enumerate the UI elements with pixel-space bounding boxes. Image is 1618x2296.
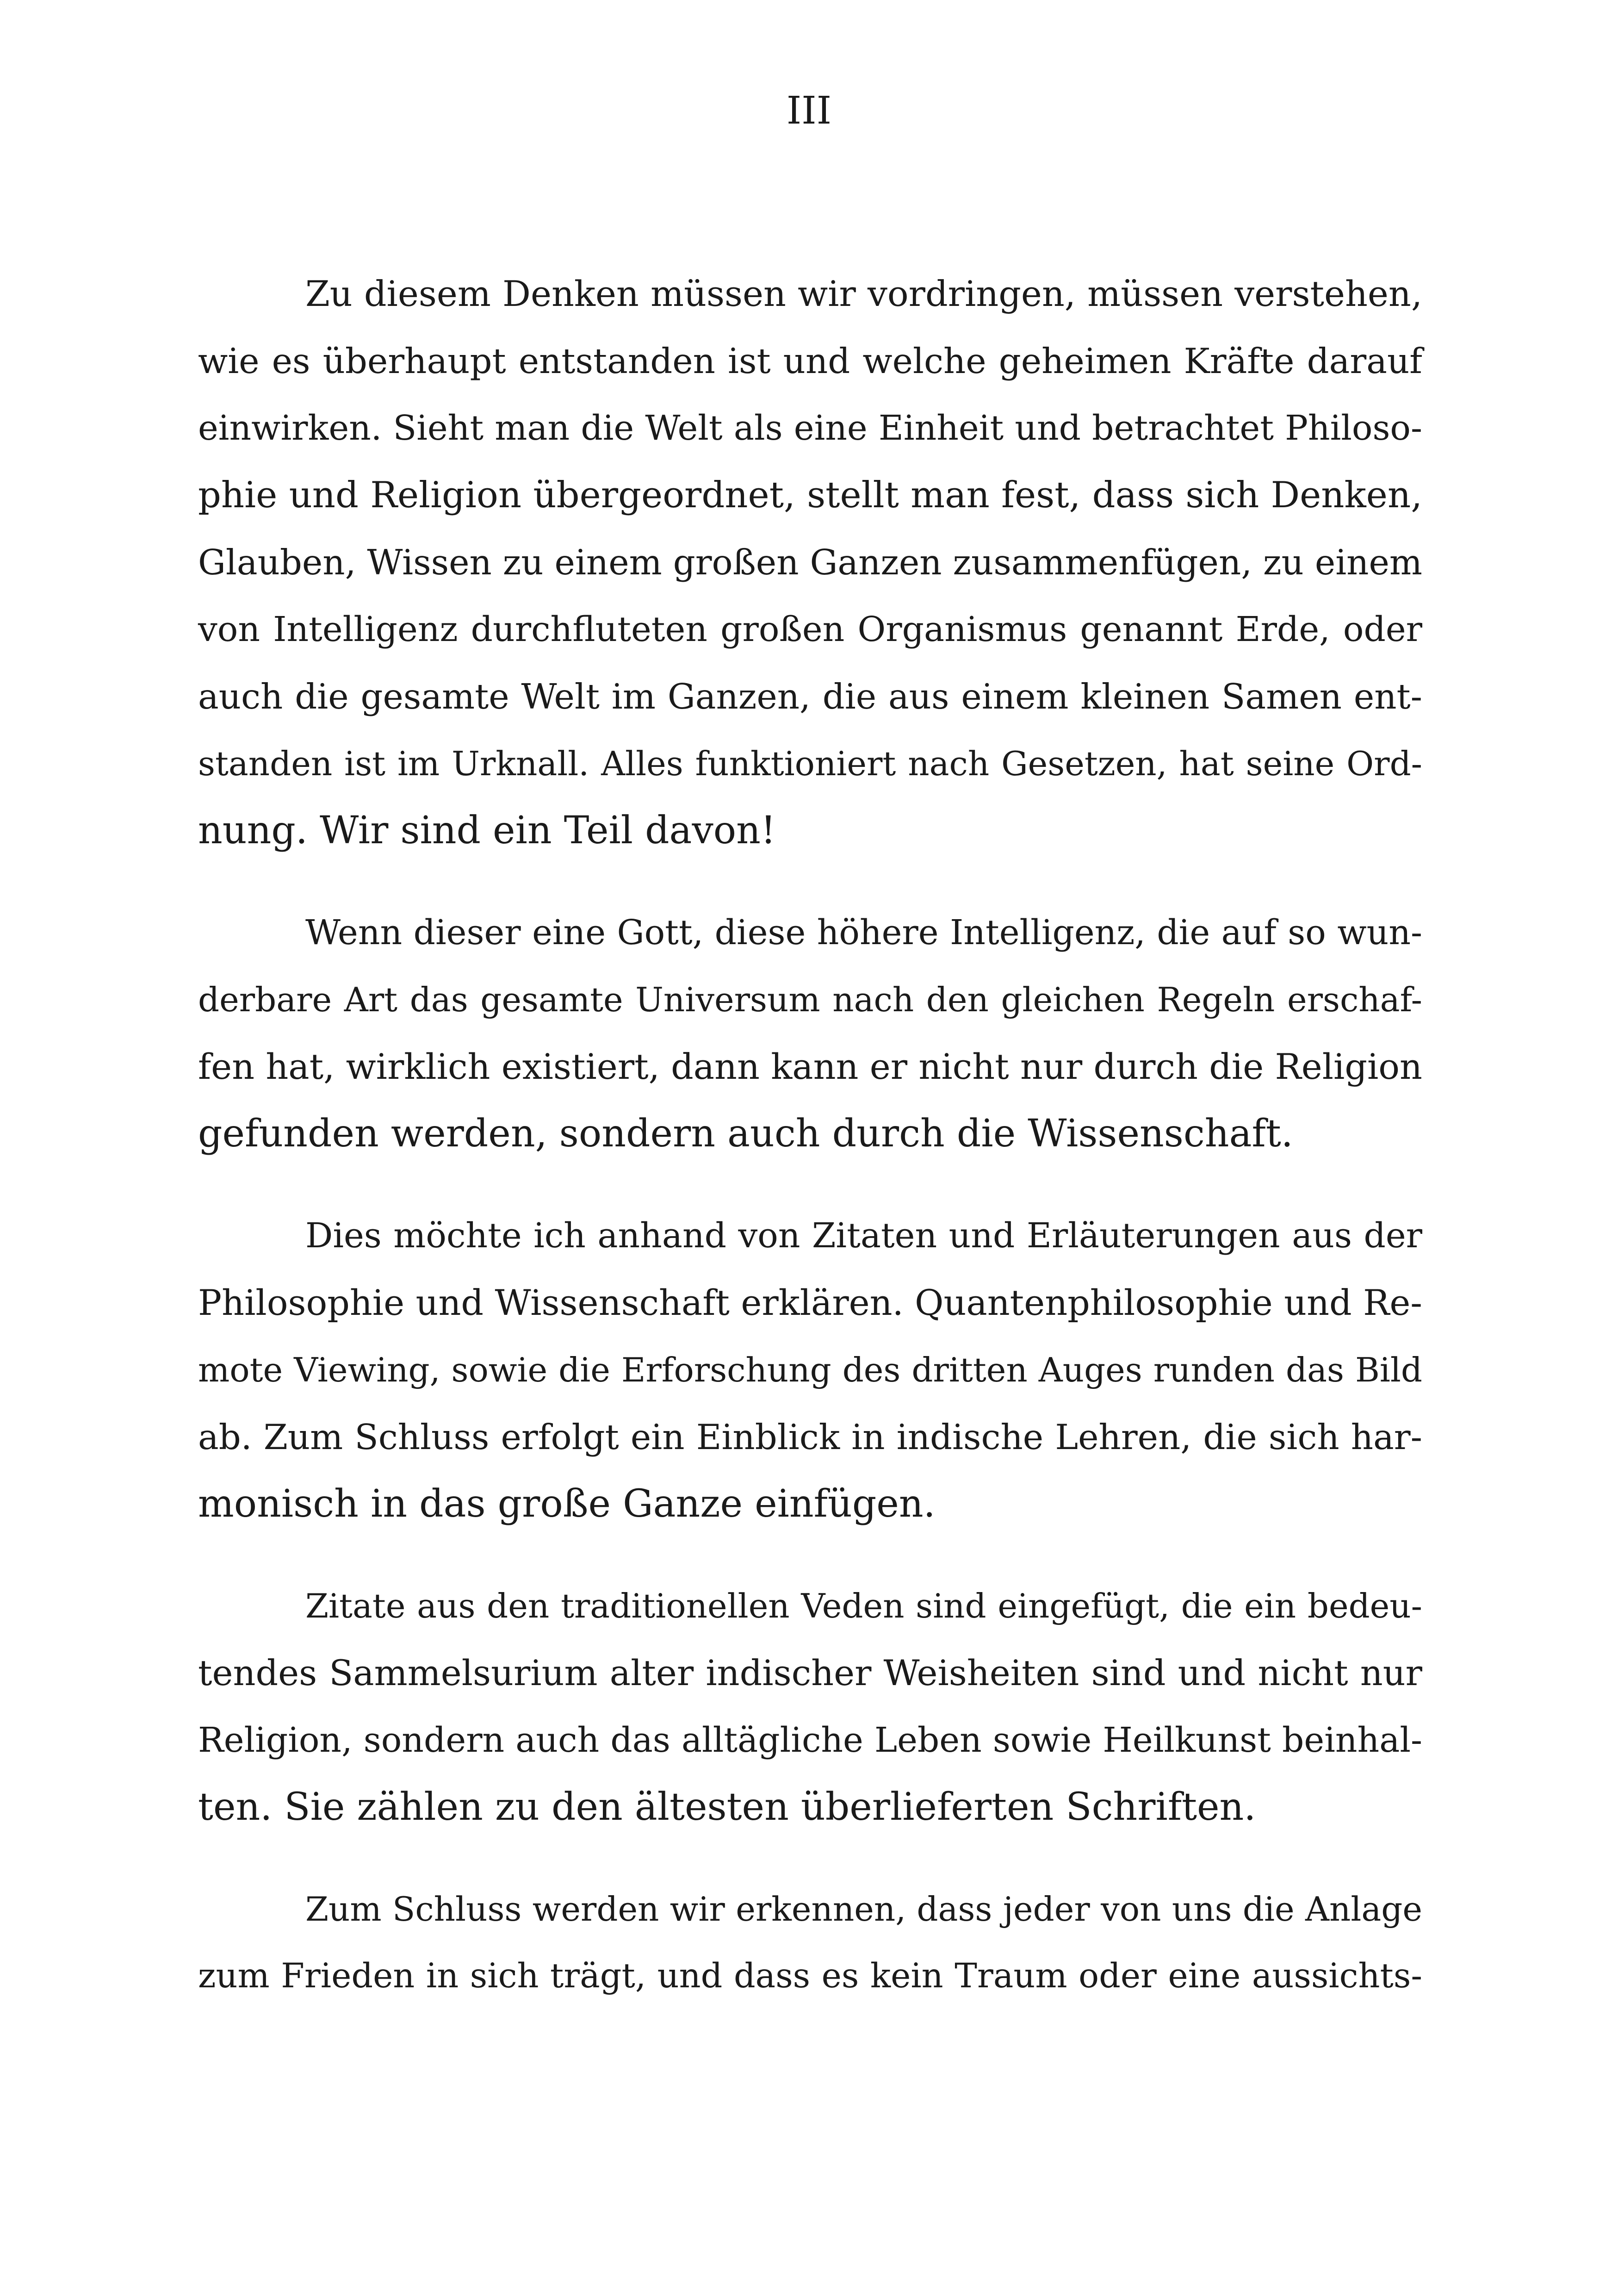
paragraph-1-line-1: Zu diesem Denken müssen wir vordringen, müssen verstehen, — [305, 273, 1422, 314]
paragraph-2-line-2: derbare Art das gesamte Universum nach den gleichen Regeln erschaf- — [198, 980, 1422, 1019]
paragraph-4-line-1: Zitate aus den traditionellen Veden sind eingefügt, die ein bedeu- — [305, 1587, 1422, 1625]
page-number: III — [786, 89, 832, 133]
paragraph-3-line-1: Dies möchte ich anhand von Zitaten und Erläuterungen aus der — [305, 1216, 1422, 1256]
paragraph-4-line-3: Religion, sondern auch das alltägliche Leben sowie Heilkunst beinhal- — [198, 1720, 1422, 1760]
paragraph-1-line-3: einwirken. Sieht man die Welt als eine Einheit und betrachtet Philoso- — [198, 408, 1422, 448]
paragraph-2-line-4: gefunden werden, sondern auch durch die Wissenschaft. — [198, 1112, 1293, 1156]
paragraph-1-line-7: auch die gesamte Welt im Ganzen, die aus einem kleinen Samen ent- — [198, 676, 1422, 717]
paragraph-2-line-1: Wenn dieser eine Gott, diese höhere Intelligenz, die auf so wun- — [305, 913, 1422, 952]
paragraph-3-line-2: Philosophie und Wissenschaft erklären. Quantenphilosophie und Re- — [198, 1282, 1422, 1323]
paragraph-1-line-2: wie es überhaupt entstanden ist und welche geheimen Kräfte darauf — [198, 341, 1422, 381]
paragraph-1-line-6: von Intelligenz durchfluteten großen Organismus genannt Erde, oder — [198, 610, 1422, 649]
paragraph-4-line-4: ten. Sie zählen zu den ältesten überlieferten Schriften. — [198, 1785, 1256, 1829]
paragraph-4-line-2: tendes Sammelsurium alter indischer Weisheiten sind und nicht nur — [198, 1652, 1422, 1693]
paragraph-5-line-2: zum Frieden in sich trägt, und dass es kein Traum oder eine aussichts- — [198, 1956, 1422, 1996]
paragraph-1-line-4: phie und Religion übergeordnet, stellt man fest, dass sich Denken, — [198, 474, 1422, 516]
paragraph-1-line-9: nung. Wir sind ein Teil davon! — [198, 809, 776, 852]
paragraph-2-line-3: fen hat, wirklich existiert, dann kann er nicht nur durch die Religion — [198, 1046, 1422, 1087]
paragraph-3-line-4: ab. Zum Schluss erfolgt ein Einblick in indische Lehren, die sich har- — [198, 1417, 1422, 1457]
paragraph-1-line-5: Glauben, Wissen zu einem großen Ganzen zusammenfügen, zu einem — [198, 542, 1422, 583]
paragraph-3-line-5: monisch in das große Ganze einfügen. — [198, 1482, 936, 1526]
paragraph-5-line-1: Zum Schluss werden wir erkennen, dass jeder von uns die Anlage — [305, 1890, 1422, 1929]
paragraph-3-line-3: mote Viewing, sowie die Erforschung des dritten Auges runden das Bild — [198, 1350, 1422, 1389]
paragraph-1-line-8: standen ist im Urknall. Alles funktioniert nach Gesetzen, hat seine Ord- — [198, 744, 1422, 783]
